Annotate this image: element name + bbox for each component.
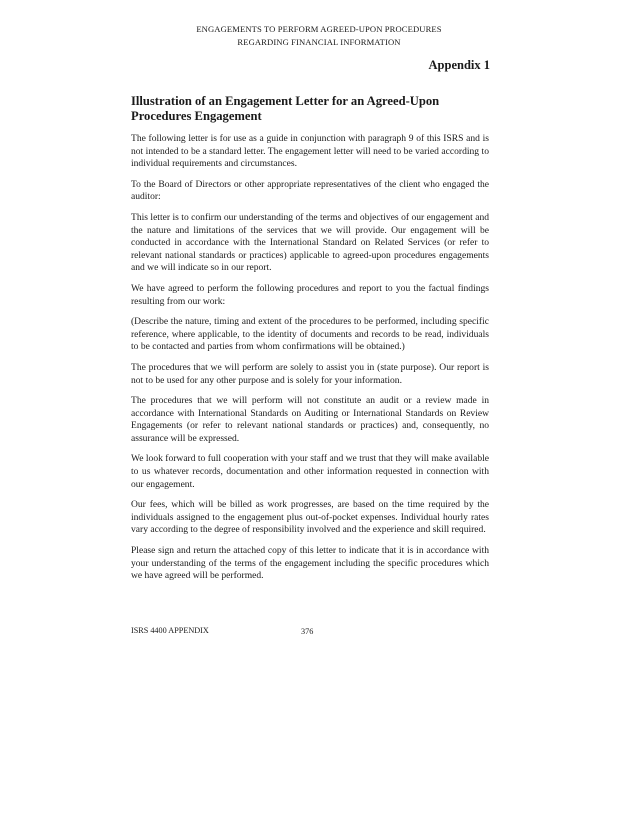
- addressee-paragraph: To the Board of Directors or other appropriate representatives of the client who engaged the auditor:: [131, 178, 489, 203]
- running-header: [0, 23, 638, 49]
- body-paragraph: The procedures that we will perform will not constitute an audit or a review made in accordance with International Standards on Auditing or International Standards on Review Engagements (or refer to relevant national standards or practices) and, consequently, no assurance will be expressed.: [131, 395, 489, 444]
- document-body: [131, 94, 489, 591]
- body-paragraph: This letter is to confirm our understanding of the terms and objectives of our engagement and the nature and limitations of the services that we will provide. Our engagement will be conducted in accordance with the International Standard on Related Services (or refer to relevant national standards or practices) applicable to agreed-upon procedures engagements and we will indicate so in our report.: [131, 211, 489, 274]
- body-paragraph: Our fees, which will be billed as work progresses, are based on the time required by the individuals assigned to the engagement plus out-of-pocket expenses. Individual hourly rates vary according to the degree of responsibility involved and the experience and skill required.: [131, 499, 489, 536]
- body-paragraph: (Describe the nature, timing and extent of the procedures to be performed, including specific reference, where applicable, to the identity of documents and records to be read, individuals to be contacted and parties from whom confirmations will be obtained.): [131, 316, 489, 353]
- running-header-line-2: REGARDING FINANCIAL INFORMATION: [237, 37, 401, 47]
- body-paragraph: The procedures that we will perform are solely to assist you in (state purpose). Our report is not to be used for any other purpose and is solely for your information.: [131, 361, 489, 386]
- intro-paragraph: The following letter is for use as a guide in conjunction with paragraph 9 of this ISRS and is not intended to be a standard letter. The engagement letter will need to be varied according to individual requirements and circumstances.: [131, 133, 489, 170]
- document-title: Illustration of an Engagement Letter for an Agreed-Upon Procedures Engagement: [131, 94, 440, 123]
- body-paragraph: We have agreed to perform the following procedures and report to you the factual findings resulting from our work:: [131, 282, 489, 307]
- page-number: 376: [301, 627, 314, 636]
- closing-paragraph: Please sign and return the attached copy of this letter to indicate that it is in accordance with your understanding of the terms of the engagement including the specific procedures which we have agreed will be performed.: [131, 545, 489, 582]
- footer-section-label: ISRS 4400 APPENDIX: [131, 626, 209, 635]
- body-paragraph: We look forward to full cooperation with your staff and we trust that they will make available to us whatever records, documentation and other information requested in connection with our engagement.: [131, 453, 489, 490]
- appendix-label: Appendix 1: [428, 58, 490, 72]
- running-header-line-1: ENGAGEMENTS TO PERFORM AGREED-UPON PROCEDURES: [196, 24, 442, 34]
